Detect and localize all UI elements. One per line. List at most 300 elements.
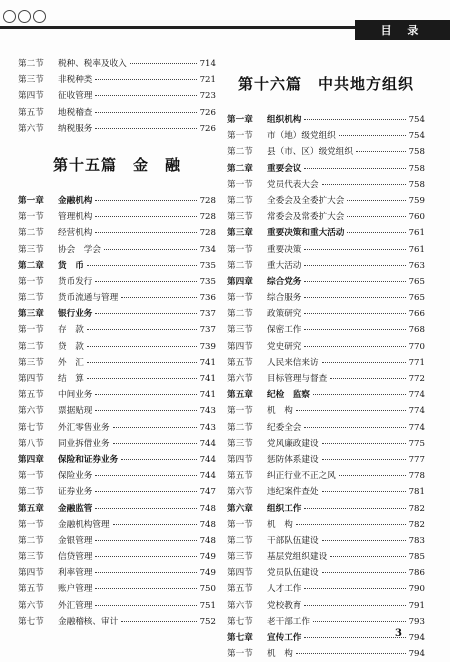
toc-entry-page: 758: [408, 147, 425, 158]
circle-icon: [33, 10, 46, 23]
toc-entry-page: 750: [199, 584, 216, 595]
toc-entry-page: 728: [199, 195, 216, 206]
toc-section-entry[interactable]: [18, 484, 216, 500]
toc-section-entry[interactable]: [18, 290, 216, 306]
toc-entry-title: 目标管理与督查: [267, 374, 328, 384]
toc-section-entry[interactable]: [18, 339, 216, 355]
toc-entry-page: 774: [408, 390, 425, 401]
dot-leader: [304, 313, 405, 314]
part-15-title: 第十五篇 金 融: [52, 155, 181, 174]
toc-entry-label: 第六节: [18, 123, 44, 134]
toc-list-party: [227, 112, 425, 662]
toc-entry-label: 第二节: [18, 293, 44, 304]
toc-entry-page: 743: [199, 422, 216, 433]
toc-entry-title: 纪委全会: [267, 422, 302, 433]
toc-section-entry[interactable]: [18, 209, 216, 225]
left-column: [18, 56, 216, 630]
toc-entry-label: 第二节: [18, 228, 44, 239]
dot-leader: [95, 216, 196, 217]
toc-entry-page: 777: [408, 454, 425, 465]
toc-entry-title: 管理机构: [58, 212, 93, 223]
toc-entry-title: 金融机构: [58, 195, 93, 206]
toc-section-entry[interactable]: [18, 549, 216, 565]
toc-entry-page: 721: [199, 75, 216, 86]
toc-entry-title: 存 款: [58, 325, 84, 336]
toc-chapter-entry[interactable]: [18, 452, 216, 468]
dot-leader: [95, 95, 196, 96]
dot-leader: [304, 249, 405, 250]
toc-entry-label: 第六节: [227, 374, 253, 384]
dot-leader: [313, 394, 406, 395]
toc-entry-label: 第一节: [18, 325, 44, 336]
toc-section-entry[interactable]: [227, 242, 425, 258]
dot-leader: [87, 329, 197, 330]
toc-entry-page: 744: [199, 471, 216, 482]
toc-entry-label: 第三节: [18, 552, 44, 563]
dot-leader: [104, 249, 197, 250]
toc-chapter-entry[interactable]: [227, 112, 425, 128]
toc-list-finance: [18, 193, 216, 630]
toc-entry-label: 第七章: [227, 633, 253, 643]
toc-section-entry[interactable]: [227, 193, 425, 209]
toc-entry-label: 第二章: [227, 163, 253, 174]
toc-section-entry[interactable]: [227, 371, 425, 387]
toc-entry-label: 第二节: [227, 422, 253, 433]
toc-entry-label: 第四节: [227, 341, 253, 352]
toc-entry-title: 金银管理: [58, 535, 93, 546]
toc-section-entry[interactable]: [18, 88, 216, 104]
toc-entry-page: 737: [199, 309, 216, 320]
toc-entry-label: 第七节: [227, 616, 253, 627]
toc-entry-title: 重大活动: [267, 260, 302, 271]
toc-entry-label: 第二章: [18, 260, 44, 271]
toc-chapter-entry[interactable]: [18, 258, 216, 274]
toc-section-entry[interactable]: [18, 468, 216, 484]
toc-entry-label: 第四章: [227, 276, 253, 287]
toc-entry-page: 759: [408, 195, 425, 206]
toc-section-entry[interactable]: [18, 517, 216, 533]
toc-entry-label: 第三章: [227, 228, 253, 239]
toc-section-entry[interactable]: [227, 468, 425, 484]
toc-entry-label: 第一节: [18, 471, 44, 482]
toc-section-entry[interactable]: [227, 646, 425, 662]
toc-entry-label: 第二节: [18, 535, 44, 546]
toc-entry-title: 纠正行业不正之风: [267, 471, 336, 482]
toc-entry-title: 惩防体系建设: [267, 454, 319, 465]
toc-entry-title: 外 汇: [58, 357, 84, 368]
toc-section-entry[interactable]: [18, 121, 216, 137]
dot-leader: [304, 637, 405, 638]
toc-entry-page: 794: [408, 633, 425, 643]
toc-entry-page: 723: [199, 91, 216, 102]
toc-entry-label: 第一节: [227, 179, 253, 190]
dot-leader: [304, 329, 405, 330]
toc-entry-title: 贷 款: [58, 341, 84, 352]
dot-leader: [95, 200, 196, 201]
toc-entry-title: 市（地）级党组织: [267, 131, 336, 142]
toc-section-entry[interactable]: [18, 436, 216, 452]
toc-entry-title: 综合服务: [267, 293, 302, 304]
toc-entry-label: 第四节: [18, 568, 44, 579]
dot-leader: [95, 128, 196, 129]
toc-section-entry[interactable]: [227, 355, 425, 371]
toc-entry-title: 纪检 监察: [267, 390, 310, 401]
dot-leader: [87, 362, 197, 363]
toc-list-tax: [18, 56, 216, 137]
toc-entry-title: 账户管理: [58, 584, 93, 595]
toc-entry-title: 全委会及全委扩大会: [267, 195, 345, 206]
toc-section-entry[interactable]: [18, 225, 216, 241]
toc-entry-title: 征收管理: [58, 91, 93, 102]
toc-entry-label: 第一节: [227, 406, 253, 417]
toc-entry-page: 749: [199, 552, 216, 563]
dot-leader: [304, 265, 405, 266]
dot-leader: [304, 346, 405, 347]
toc-entry-page: 728: [199, 228, 216, 239]
toc-section-entry[interactable]: [18, 105, 216, 121]
toc-entry-label: 第五节: [227, 584, 253, 595]
toc-entry-label: 第三节: [18, 244, 44, 255]
toc-entry-label: 第一节: [18, 276, 44, 287]
toc-entry-label: 第三节: [227, 552, 253, 563]
toc-entry-label: 第五章: [227, 390, 253, 401]
toc-entry-page: 741: [199, 390, 216, 401]
toc-section-entry[interactable]: [227, 549, 425, 565]
dot-leader: [296, 524, 406, 525]
dot-leader: [339, 135, 406, 136]
toc-entry-label: 第二节: [227, 535, 253, 546]
toc-section-entry[interactable]: [227, 209, 425, 225]
toc-entry-title: 基层党组织建设: [267, 552, 328, 563]
toc-entry-page: 741: [199, 374, 216, 384]
toc-entry-label: 第二节: [227, 309, 253, 320]
toc-entry-page: 768: [408, 325, 425, 336]
toc-entry-page: 761: [408, 228, 425, 239]
toc-entry-label: 第二节: [227, 195, 253, 206]
toc-entry-label: 第一章: [18, 195, 44, 206]
toc-chapter-entry[interactable]: [227, 225, 425, 241]
dot-leader: [95, 556, 196, 557]
toc-section-entry[interactable]: [18, 533, 216, 549]
header-decoration: [3, 10, 46, 23]
toc-entry-title: 货 币: [58, 260, 84, 271]
toc-entry-page: 782: [408, 503, 425, 514]
toc-entry-title: 常委会及常委扩大会: [267, 212, 345, 223]
toc-section-entry[interactable]: [18, 72, 216, 88]
toc-entry-page: 749: [199, 568, 216, 579]
toc-entry-label: 第四节: [18, 91, 44, 102]
toc-entry-label: 第五章: [18, 503, 44, 514]
toc-entry-page: 726: [199, 123, 216, 134]
toc-entry-title: 货币发行: [58, 276, 93, 287]
toc-entry-title: 组织机构: [267, 115, 302, 125]
toc-entry-page: 754: [408, 115, 425, 125]
toc-entry-title: 纳税服务: [58, 123, 93, 134]
toc-entry-page: 778: [408, 471, 425, 482]
toc-entry-title: 党校教育: [267, 600, 302, 611]
toc-entry-label: 第三节: [18, 357, 44, 368]
toc-entry-page: 763: [408, 260, 425, 271]
toc-section-entry[interactable]: [18, 56, 216, 72]
toc-entry-page: 743: [199, 406, 216, 417]
dot-leader: [304, 281, 405, 282]
dot-leader: [356, 151, 406, 152]
dot-leader: [330, 378, 405, 379]
toc-section-entry[interactable]: [227, 339, 425, 355]
toc-entry-title: 同业拆借业务: [58, 438, 110, 449]
toc-section-entry[interactable]: [227, 581, 425, 597]
header-title: 目 录: [355, 20, 450, 40]
dot-leader: [121, 459, 196, 460]
toc-entry-title: 保险业务: [58, 471, 93, 482]
toc-entry-page: 747: [199, 487, 216, 498]
toc-entry-label: 第三节: [18, 75, 44, 86]
toc-entry-page: 751: [199, 600, 216, 611]
toc-section-entry[interactable]: [18, 420, 216, 436]
toc-entry-title: 货币流通与管理: [58, 293, 119, 304]
dot-leader: [322, 540, 406, 541]
toc-entry-page: 770: [408, 341, 425, 352]
toc-entry-title: 人才工作: [267, 584, 302, 595]
toc-chapter-entry[interactable]: [18, 501, 216, 517]
toc-entry-page: 785: [408, 552, 425, 563]
toc-entry-label: 第二节: [18, 341, 44, 352]
dot-leader: [95, 232, 196, 233]
dot-leader: [95, 281, 196, 282]
dot-leader: [322, 443, 406, 444]
toc-entry-page: 774: [408, 422, 425, 433]
dot-leader: [95, 475, 196, 476]
dot-leader: [87, 378, 197, 379]
dot-leader: [130, 63, 197, 64]
toc-entry-label: 第六章: [227, 503, 253, 514]
toc-entry-title: 银行业务: [58, 309, 93, 320]
toc-section-entry[interactable]: [227, 517, 425, 533]
toc-entry-page: 758: [408, 179, 425, 190]
dot-leader: [330, 556, 405, 557]
toc-section-entry[interactable]: [18, 614, 216, 630]
toc-chapter-entry[interactable]: [227, 274, 425, 290]
toc-entry-title: 信贷管理: [58, 552, 93, 563]
toc-entry-page: 758: [408, 163, 425, 174]
toc-section-entry[interactable]: [227, 420, 425, 436]
toc-section-entry[interactable]: [227, 598, 425, 614]
dot-leader: [95, 508, 196, 509]
toc-entry-title: 党员代表大会: [267, 179, 319, 190]
toc-entry-page: 737: [199, 325, 216, 336]
toc-entry-page: 735: [199, 276, 216, 287]
toc-section-entry[interactable]: [227, 533, 425, 549]
toc-entry-label: 第五节: [227, 357, 253, 368]
dot-leader: [87, 265, 197, 266]
toc-entry-page: 734: [199, 244, 216, 255]
toc-section-entry[interactable]: [227, 290, 425, 306]
toc-entry-label: 第三节: [227, 212, 253, 223]
toc-entry-label: 第一节: [227, 519, 253, 530]
toc-entry-title: 金融监管: [58, 503, 93, 514]
dot-leader: [296, 410, 406, 411]
toc-entry-page: 726: [199, 107, 216, 118]
toc-entry-title: 违纪案件查处: [267, 487, 319, 498]
toc-section-entry[interactable]: [18, 322, 216, 338]
toc-entry-label: 第四节: [227, 454, 253, 465]
toc-section-entry[interactable]: [227, 306, 425, 322]
toc-section-entry[interactable]: [18, 274, 216, 290]
toc-section-entry[interactable]: [18, 403, 216, 419]
toc-entry-title: 结 算: [58, 374, 84, 384]
toc-entry-title: 税种、税率及收入: [58, 59, 127, 69]
toc-section-entry[interactable]: [18, 387, 216, 403]
dot-leader: [322, 362, 406, 363]
toc-entry-title: 协会 学会: [58, 244, 101, 255]
toc-entry-title: 机 构: [267, 649, 293, 660]
right-column: [227, 56, 425, 662]
dot-leader: [304, 508, 405, 509]
toc-entry-title: 金融机构管理: [58, 519, 110, 530]
toc-entry-title: 经营机构: [58, 228, 93, 239]
dot-leader: [121, 621, 196, 622]
dot-leader: [322, 459, 406, 460]
toc-entry-page: 714: [199, 59, 216, 69]
toc-entry-page: 793: [408, 616, 425, 627]
toc-entry-label: 第一节: [18, 212, 44, 223]
toc-entry-label: 第三节: [227, 325, 253, 336]
toc-entry-page: 748: [199, 535, 216, 546]
toc-chapter-entry[interactable]: [227, 501, 425, 517]
toc-section-entry[interactable]: [227, 144, 425, 160]
toc-entry-label: 第四节: [18, 374, 44, 384]
toc-section-entry[interactable]: [227, 436, 425, 452]
toc-entry-label: 第一节: [227, 649, 253, 660]
toc-entry-title: 外汇管理: [58, 600, 93, 611]
toc-entry-page: 786: [408, 568, 425, 579]
dot-leader: [296, 653, 406, 654]
toc-entry-page: 765: [408, 276, 425, 287]
toc-entry-label: 第一节: [18, 519, 44, 530]
toc-entry-title: 外汇零售业务: [58, 422, 110, 433]
toc-entry-page: 765: [408, 293, 425, 304]
toc-entry-title: 机 构: [267, 519, 293, 530]
circle-icon: [3, 10, 16, 23]
toc-section-entry[interactable]: [18, 581, 216, 597]
toc-entry-label: 第三章: [18, 309, 44, 320]
dot-leader: [95, 540, 196, 541]
toc-entry-page: 790: [408, 584, 425, 595]
toc-section-entry[interactable]: [227, 128, 425, 144]
page-header: [0, 0, 450, 44]
toc-entry-label: 第六节: [18, 406, 44, 417]
toc-entry-label: 第二节: [18, 487, 44, 498]
toc-section-entry[interactable]: [18, 565, 216, 581]
toc-section-entry[interactable]: [227, 403, 425, 419]
toc-entry-page: 744: [199, 454, 216, 465]
toc-chapter-entry[interactable]: [227, 387, 425, 403]
toc-entry-page: 748: [199, 519, 216, 530]
toc-entry-label: 第二节: [227, 260, 253, 271]
toc-entry-title: 证券业务: [58, 487, 93, 498]
toc-entry-title: 中间业务: [58, 390, 93, 401]
toc-entry-page: 775: [408, 438, 425, 449]
toc-entry-page: 735: [199, 260, 216, 271]
toc-entry-page: 783: [408, 535, 425, 546]
dot-leader: [322, 572, 406, 573]
toc-entry-page: 760: [408, 212, 425, 223]
toc-entry-page: 774: [408, 406, 425, 417]
toc-entry-label: 第七节: [18, 616, 44, 627]
toc-entry-title: 党员队伍建设: [267, 568, 319, 579]
dot-leader: [113, 443, 197, 444]
toc-chapter-entry[interactable]: [18, 193, 216, 209]
dot-leader: [347, 232, 405, 233]
toc-chapter-entry[interactable]: [227, 161, 425, 177]
toc-entry-label: 第一章: [227, 115, 253, 125]
dot-leader: [95, 112, 196, 113]
toc-section-entry[interactable]: [227, 565, 425, 581]
toc-entry-title: 保险和证券业务: [58, 454, 119, 465]
dot-leader: [95, 588, 196, 589]
toc-section-entry[interactable]: [227, 484, 425, 500]
part-16-title: 第十六篇 中共地方组织: [237, 75, 414, 93]
dot-leader: [304, 119, 405, 120]
toc-entry-label: 第一节: [227, 131, 253, 142]
toc-entry-title: 重要会议: [267, 163, 302, 174]
toc-entry-title: 票据贴现: [58, 406, 93, 417]
toc-entry-title: 综合党务: [267, 276, 302, 287]
circle-icon: [18, 10, 31, 23]
toc-entry-label: 第一节: [227, 293, 253, 304]
toc-section-entry[interactable]: [227, 177, 425, 193]
toc-entry-page: 754: [408, 131, 425, 142]
dot-leader: [87, 346, 197, 347]
toc-entry-label: 第三节: [227, 438, 253, 449]
toc-entry-title: 非税种类: [58, 75, 93, 86]
toc-chapter-entry[interactable]: [18, 306, 216, 322]
toc-entry-label: 第五节: [227, 471, 253, 482]
toc-entry-label: 第七节: [18, 422, 44, 433]
dot-leader: [304, 588, 405, 589]
dot-leader: [121, 297, 196, 298]
toc-entry-label: 第一节: [227, 244, 253, 255]
dot-leader: [347, 216, 405, 217]
dot-leader: [95, 410, 196, 411]
dot-leader: [95, 491, 196, 492]
toc-entry-page: 744: [199, 438, 216, 449]
toc-entry-label: 第二节: [227, 147, 253, 158]
toc-entry-label: 第五节: [18, 107, 44, 118]
toc-section-entry[interactable]: [18, 371, 216, 387]
toc-entry-title: 地税稽查: [58, 107, 93, 118]
page-number: 3: [395, 628, 402, 639]
toc-section-entry[interactable]: [18, 355, 216, 371]
toc-entry-label: 第五节: [18, 584, 44, 595]
toc-entry-page: 771: [408, 357, 425, 368]
toc-entry-page: 761: [408, 244, 425, 255]
toc-section-entry[interactable]: [18, 242, 216, 258]
dot-leader: [95, 605, 196, 606]
toc-entry-label: 第五节: [18, 390, 44, 401]
toc-entry-page: 791: [408, 600, 425, 611]
toc-section-entry[interactable]: [227, 452, 425, 468]
toc-section-entry[interactable]: [18, 598, 216, 614]
toc-entry-label: 第四章: [18, 454, 44, 465]
toc-entry-title: 重要决策: [267, 244, 302, 255]
dot-leader: [304, 168, 405, 169]
toc-entry-label: 第八节: [18, 438, 44, 449]
toc-section-entry[interactable]: [227, 322, 425, 338]
toc-section-entry[interactable]: [227, 258, 425, 274]
toc-entry-title: 宣传工作: [267, 633, 302, 643]
dot-leader: [322, 491, 406, 492]
